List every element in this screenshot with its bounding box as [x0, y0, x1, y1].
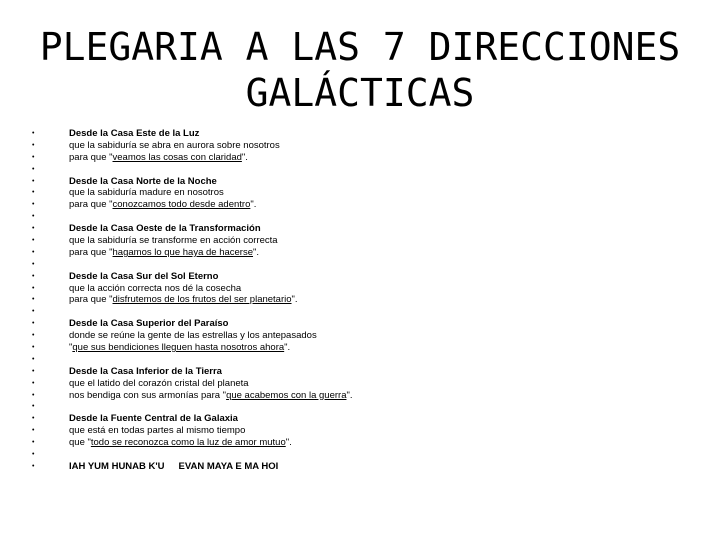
line-text — [69, 318, 228, 330]
stanza-line — [32, 140, 692, 152]
stanza-text: que la sabiduría madure en nosotros — [69, 187, 224, 199]
stanza-heading-line — [32, 318, 692, 330]
line-text — [69, 271, 218, 283]
stanza-emphasis: todo se reconozca como la luz de amor mutuo — [90, 437, 286, 449]
stanza-heading-line — [32, 366, 692, 378]
line-text — [69, 187, 224, 199]
stanza-text: para que " — [69, 199, 113, 211]
stanza-text: que el latido del corazón cristal del planeta — [69, 377, 249, 389]
stanza-line — [32, 247, 692, 259]
stanza-text: ". — [250, 199, 257, 211]
line-text — [69, 378, 249, 390]
stanza-line — [32, 378, 692, 390]
stanza-heading-line — [32, 413, 692, 425]
line-text — [69, 199, 256, 211]
stanza-text: para que " — [69, 151, 113, 163]
line-text — [69, 223, 261, 235]
blank-line — [32, 211, 692, 223]
bullet-icon: • — [32, 308, 35, 316]
bullet-icon: • — [32, 451, 35, 459]
stanza-heading: Desde la Casa Oeste de la Transformación — [69, 223, 261, 235]
stanza-text: ". — [285, 437, 292, 449]
stanza-line — [32, 294, 692, 306]
title-line-2: GALÁCTICAS — [245, 71, 475, 115]
bullet-icon: • — [32, 320, 35, 328]
stanza-text: que " — [69, 437, 91, 449]
line-text — [69, 330, 317, 342]
stanza-text: " — [69, 342, 73, 354]
bullet-icon: • — [32, 439, 35, 447]
stanza-line — [32, 390, 692, 402]
line-text — [69, 152, 248, 164]
bullet-icon: • — [32, 272, 35, 280]
bullet-icon: • — [32, 403, 35, 411]
stanza-line — [32, 235, 692, 247]
stanza-text: que la sabiduría se abra en aurora sobre nosotros — [69, 139, 280, 151]
stanza-heading: Desde la Casa Norte de la Noche — [69, 175, 217, 187]
line-text — [69, 390, 353, 402]
line-text — [69, 437, 292, 449]
stanza-line — [32, 152, 692, 164]
bullet-icon: • — [32, 379, 35, 387]
stanza-heading-line — [32, 176, 692, 188]
prayer-body — [32, 128, 692, 473]
stanza-heading: Desde la Fuente Central de la Galaxia — [69, 413, 238, 425]
stanza-text: que la sabiduría se transforme en acción correcta — [69, 235, 278, 247]
closing-mantra: IAH YUM HUNAB K'U — [69, 460, 165, 472]
bullet-icon: • — [32, 141, 35, 149]
stanza-line — [32, 330, 692, 342]
closing-mantra: EVAN MAYA E MA HOI — [178, 460, 279, 472]
stanza-line — [32, 437, 692, 449]
stanza-text: ". — [346, 389, 353, 401]
stanza-text: para que " — [69, 246, 113, 258]
bullet-icon: • — [32, 201, 35, 209]
bullet-icon: • — [32, 248, 35, 256]
bullet-icon: • — [32, 237, 35, 245]
blank-line — [32, 164, 692, 176]
stanza-line — [32, 342, 692, 354]
blank-line — [32, 306, 692, 318]
stanza-text: ". — [253, 246, 260, 258]
stanza-line — [32, 425, 692, 437]
bullet-icon: • — [32, 391, 35, 399]
stanza-heading-line — [32, 271, 692, 283]
bullet-icon: • — [32, 332, 35, 340]
blank-line — [32, 354, 692, 366]
stanza-text: donde se reúne la gente de las estrellas y los antepasados — [69, 330, 317, 342]
bullet-icon: • — [32, 153, 35, 161]
stanza-line — [32, 283, 692, 295]
bullet-icon: • — [32, 225, 35, 233]
stanza-heading: Desde la Casa Sur del Sol Eterno — [69, 270, 219, 282]
bullet-icon: • — [32, 165, 35, 173]
stanza-emphasis: que acabemos con la guerra — [226, 389, 347, 401]
bullet-icon: • — [32, 130, 35, 137]
stanza-text: que la acción correcta nos dé la cosecha — [69, 282, 242, 294]
stanza-emphasis: hagamos lo que haya de hacerse — [112, 246, 254, 258]
line-text — [69, 425, 245, 437]
line-text — [69, 283, 241, 295]
bullet-icon: • — [32, 344, 35, 352]
stanza-text: ". — [241, 151, 248, 163]
bullet-icon: • — [32, 189, 35, 197]
blank-line — [32, 259, 692, 271]
line-text — [69, 128, 199, 140]
bullet-icon: • — [32, 415, 35, 423]
stanza-emphasis: veamos las cosas con claridad — [112, 151, 242, 163]
title-line-1: PLEGARIA A LAS 7 DIRECCIONES — [39, 25, 681, 69]
line-text — [69, 294, 298, 306]
stanza-text: nos bendiga con sus armonías para " — [69, 389, 227, 401]
bullet-icon: • — [32, 462, 35, 470]
stanza-text: ". — [291, 294, 298, 306]
stanza-emphasis: que sus bendiciones lleguen hasta nosotros ahora — [72, 342, 285, 354]
stanza-heading: Desde la Casa Inferior de la Tierra — [69, 365, 222, 377]
blank-line — [32, 401, 692, 413]
line-text — [69, 176, 217, 188]
bullet-icon: • — [32, 367, 35, 375]
stanza-heading-line — [32, 223, 692, 235]
stanza-line — [32, 187, 692, 199]
line-text — [69, 461, 278, 473]
stanza-line — [32, 199, 692, 211]
stanza-emphasis: conozcamos todo desde adentro — [112, 199, 251, 211]
stanza-heading: Desde la Casa Superior del Paraíso — [69, 318, 229, 330]
stanza-text: que está en todas partes al mismo tiempo — [69, 425, 246, 437]
page-title — [0, 24, 720, 116]
line-text — [69, 140, 280, 152]
stanza-text: ". — [284, 342, 291, 354]
stanza-heading-line — [32, 128, 692, 140]
stanza-heading: Desde la Casa Este de la Luz — [69, 128, 200, 139]
closing-line — [32, 461, 692, 473]
line-text — [69, 342, 290, 354]
line-text — [69, 235, 278, 247]
bullet-icon: • — [32, 260, 35, 268]
bullet-icon: • — [32, 427, 35, 435]
bullet-icon: • — [32, 213, 35, 221]
bullet-icon: • — [32, 284, 35, 292]
bullet-icon: • — [32, 177, 35, 185]
line-text — [69, 247, 259, 259]
blank-line — [32, 449, 692, 461]
stanza-text: para que " — [69, 294, 113, 306]
stanza-emphasis: disfrutemos de los frutos del ser planetario — [112, 294, 292, 306]
bullet-icon: • — [32, 296, 35, 304]
line-text — [69, 413, 238, 425]
bullet-icon: • — [32, 355, 35, 363]
line-text — [69, 366, 222, 378]
